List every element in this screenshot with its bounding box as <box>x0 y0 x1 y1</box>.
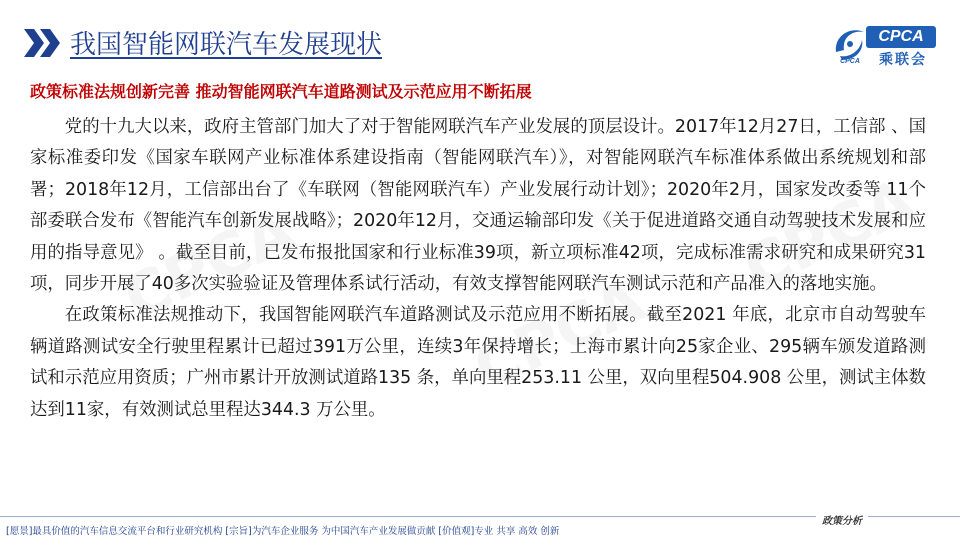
cpca-logo <box>830 22 938 68</box>
logo-cn-text: 乘联会 <box>879 52 927 68</box>
paragraph: 党的十九大以来，政府主管部门加大了对于智能网联汽车产业发展的顶层设计。2017年12月27日，工信部 、国家标准委印发《国家车联网产业标准体系建设指南（智能网联汽车）》，对智能网联汽车标准体系做出系统规划和部署；2018年12月，工信部出台了《车联网（智能网联汽车）产业发展行动计划》；2020年2月，国家发改委等 11个部委联合发布《智能汽车创新发展战略》；2020年12月，交通运输部印发《关于促进道路交通自动驾驶技术发展和应用的指导意见》 。截至目前，已发布报批国家和行业标准39项，新立项标准42项，完成标准需求研究和成果研究31项，同步开展了40多次实验验证及管理体系试行活动，有效支撑智能网联汽车测试示范和产品准入的落地实施。 <box>30 117 926 295</box>
watermark-center: CPCA <box>463 265 655 405</box>
watermark-right: CPCA <box>733 165 925 305</box>
double-chevron-icon <box>22 27 62 59</box>
logo-cpca-text: CPCA <box>866 26 936 48</box>
watermark-left: CPCA <box>113 195 305 335</box>
page-title: 我国智能网联汽车发展现状 <box>70 30 383 60</box>
paragraph: 在政策标准法规推动下，我国智能网联汽车道路测试及示范应用不断拓展。截至2021 年底，北京市自动驾驶车辆道路测试安全行驶里程累计已超过391万公里，连续3年保持增长；上海市累计向25家企业、295辆车颁发道路测试和示范应用资质；广州市累计开放测试道路135 条，单向里程253.11 公里，双向里程504.908 公里，测试主体数达到11家，有效测试总里程达344.3 万公里。 <box>30 305 926 420</box>
body-text <box>30 112 926 426</box>
footer-section-label: 政策分析 <box>816 512 868 527</box>
section-subtitle: 政策标准法规创新完善 推动智能网联汽车道路测试及示范应用不断拓展 <box>30 82 532 101</box>
slide-header <box>22 24 382 61</box>
logo-small-text: CPCA <box>840 58 860 65</box>
footer-mission-text: [愿景]最具价值的汽车信息交流平台和行业研究机构 [宗旨]为汽车企业服务 为中国汽车产业发展做贡献 [价值观]专业 共享 高效 创新 <box>6 526 560 537</box>
